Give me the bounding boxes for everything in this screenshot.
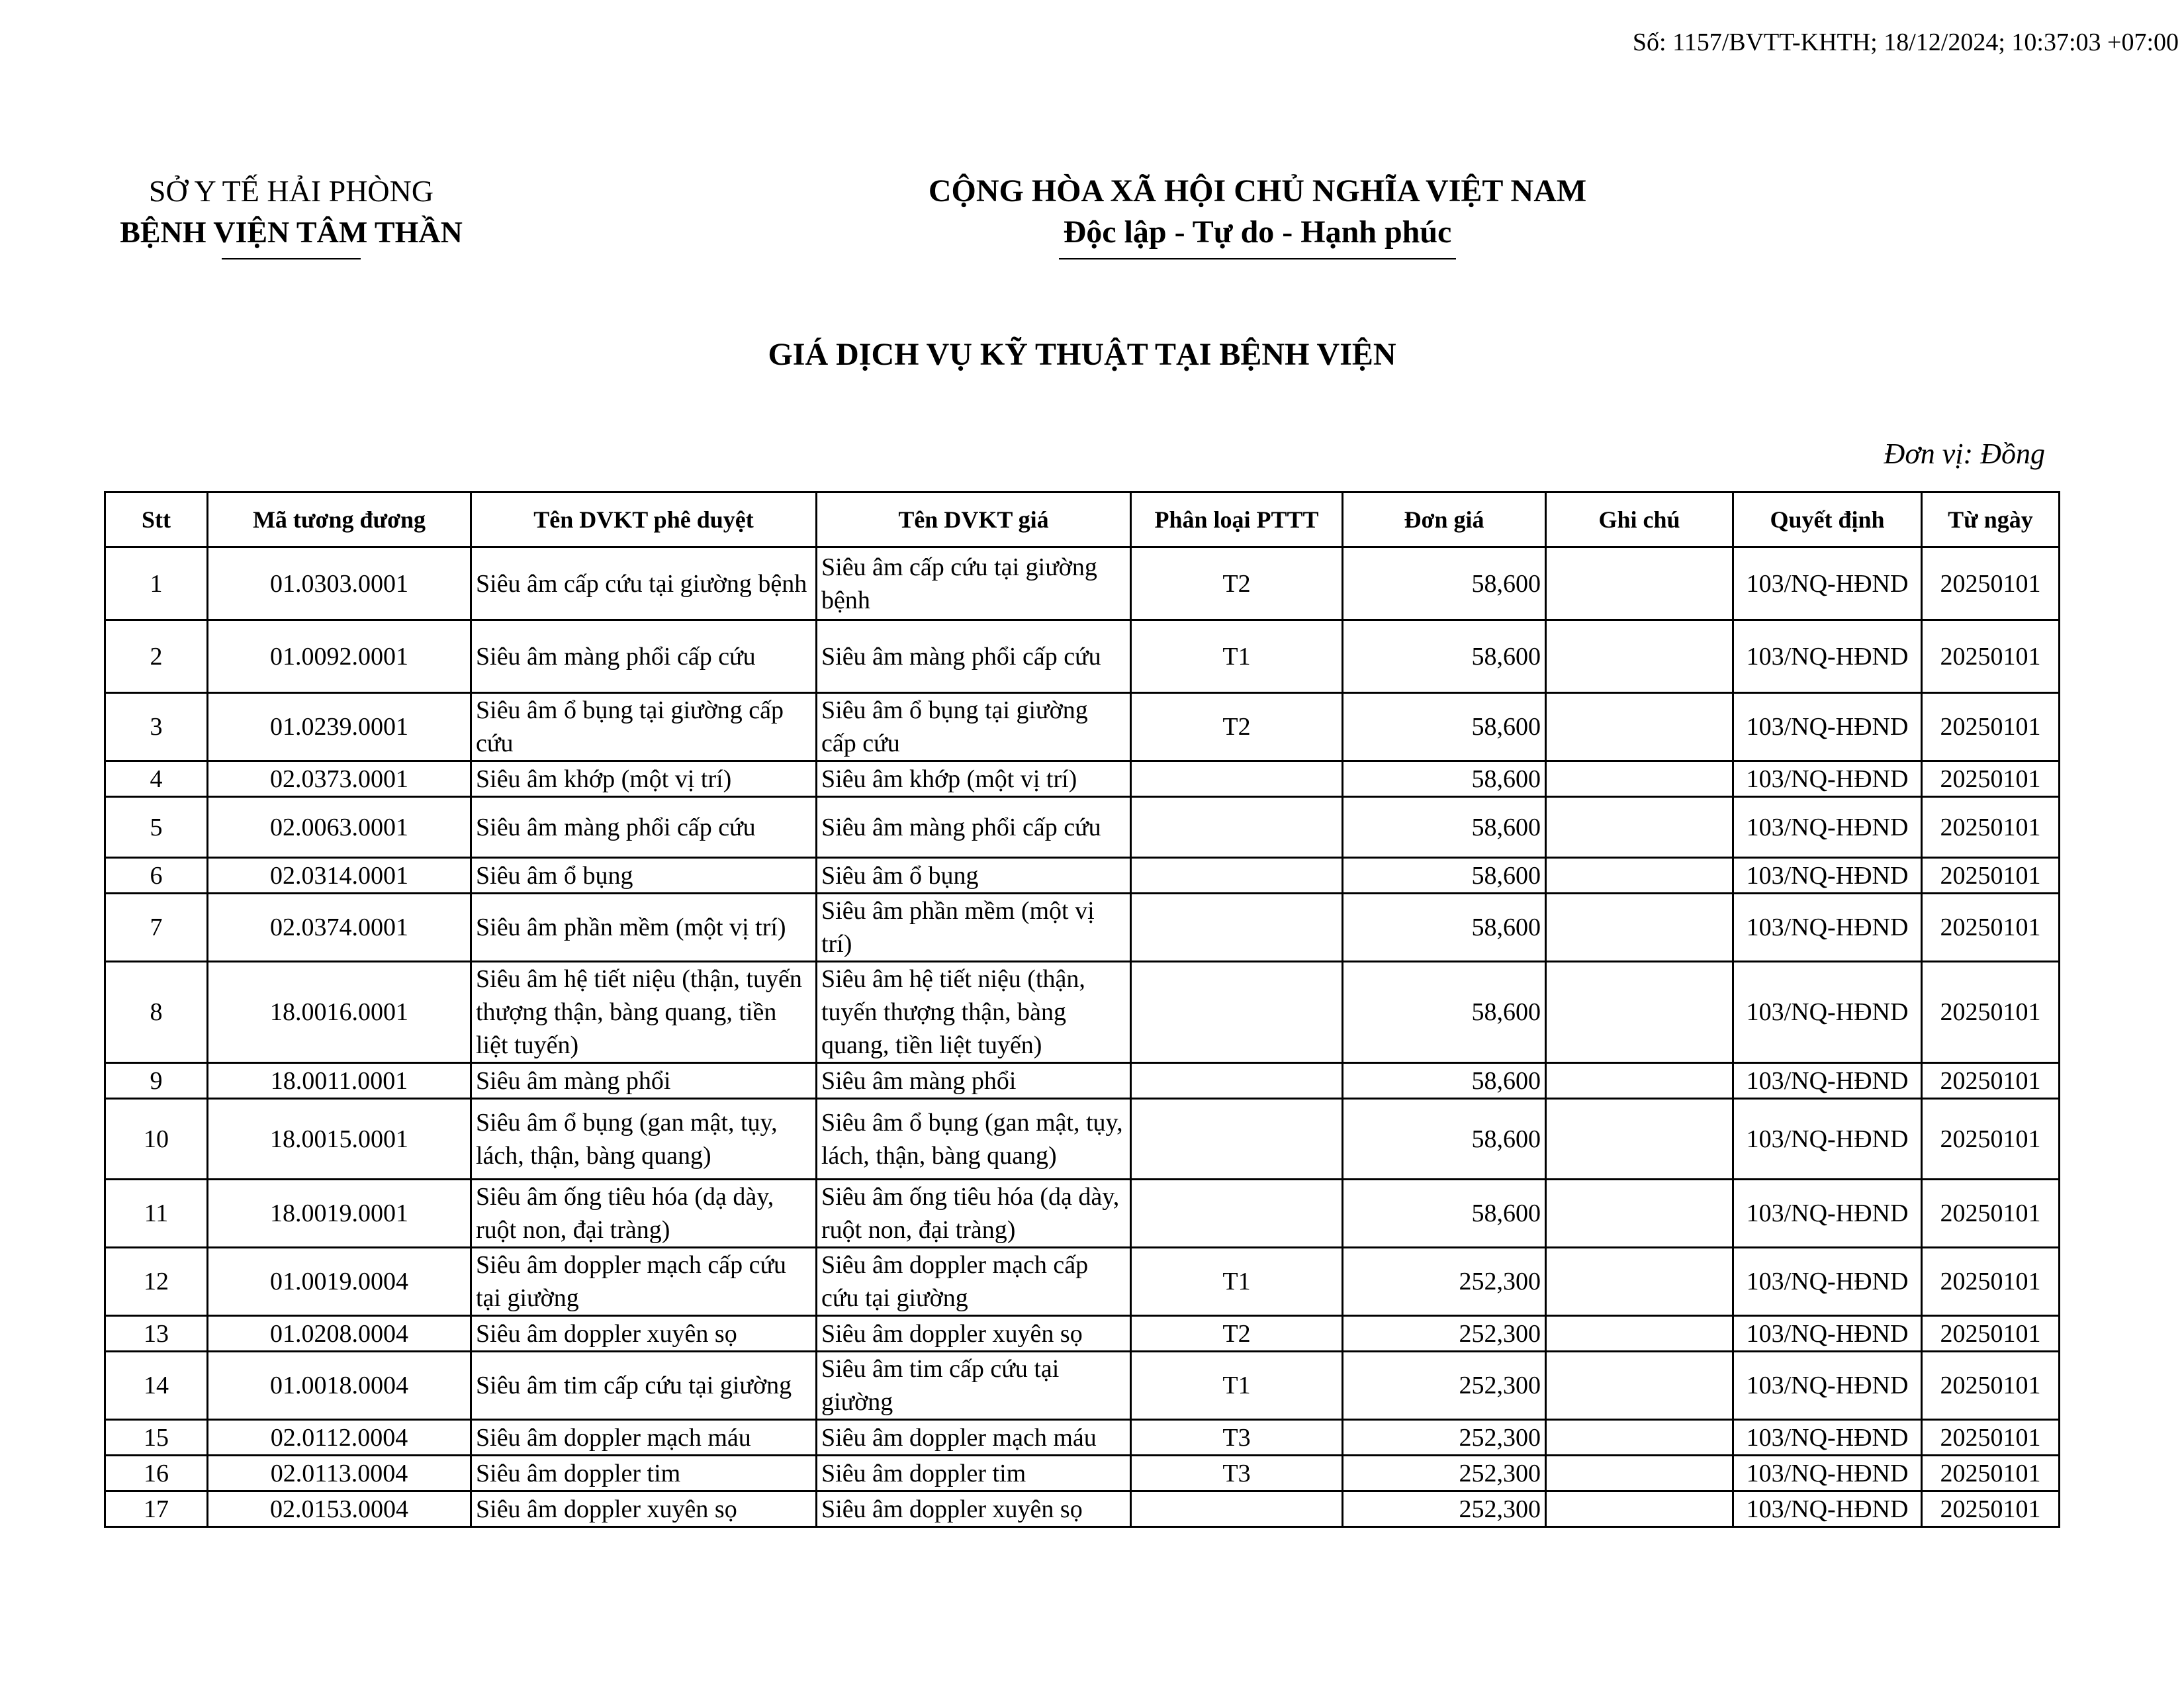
cell-classification: T3 <box>1131 1420 1343 1456</box>
column-header-unit-price: Đơn giá <box>1343 492 1546 547</box>
cell-note <box>1546 620 1733 693</box>
organization-divider <box>222 258 361 259</box>
cell-unit-price: 252,300 <box>1343 1491 1546 1527</box>
column-header-note: Ghi chú <box>1546 492 1733 547</box>
table-row <box>105 1491 2060 1527</box>
cell-note <box>1546 1491 1733 1527</box>
table-row <box>105 1180 2060 1248</box>
table-row <box>105 1420 2060 1456</box>
cell-note <box>1546 1248 1733 1316</box>
cell-code: 01.0019.0004 <box>208 1248 471 1316</box>
cell-code: 01.0018.0004 <box>208 1352 471 1420</box>
cell-classification: T2 <box>1131 547 1343 620</box>
cell-code: 02.0374.0001 <box>208 894 471 962</box>
table-row <box>105 1063 2060 1099</box>
cell-unit-price: 58,600 <box>1343 797 1546 858</box>
issuing-organization <box>99 171 483 259</box>
cell-effective-date: 20250101 <box>1922 1248 2060 1316</box>
cell-effective-date: 20250101 <box>1922 1063 2060 1099</box>
cell-decision: 103/NQ-HĐND <box>1733 797 1922 858</box>
cell-unit-price: 58,600 <box>1343 1180 1546 1248</box>
cell-decision: 103/NQ-HĐND <box>1733 894 1922 962</box>
cell-note <box>1546 1316 1733 1352</box>
cell-decision: 103/NQ-HĐND <box>1733 858 1922 894</box>
cell-code: 02.0373.0001 <box>208 761 471 797</box>
table-header-row <box>105 492 2060 547</box>
cell-unit-price: 252,300 <box>1343 1456 1546 1491</box>
column-header-code: Mã tương đương <box>208 492 471 547</box>
cell-approved-name: Siêu âm cấp cứu tại giường bệnh <box>471 547 817 620</box>
cell-stt: 13 <box>105 1316 208 1352</box>
cell-stt: 12 <box>105 1248 208 1316</box>
cell-unit-price: 58,600 <box>1343 894 1546 962</box>
price-table <box>104 491 2060 1528</box>
cell-note <box>1546 894 1733 962</box>
cell-classification <box>1131 761 1343 797</box>
cell-approved-name: Siêu âm doppler xuyên sọ <box>471 1491 817 1527</box>
cell-unit-price: 58,600 <box>1343 761 1546 797</box>
cell-note <box>1546 693 1733 761</box>
cell-unit-price: 58,600 <box>1343 962 1546 1063</box>
cell-decision: 103/NQ-HĐND <box>1733 761 1922 797</box>
cell-effective-date: 20250101 <box>1922 1099 2060 1180</box>
table-row <box>105 547 2060 620</box>
cell-price-name: Siêu âm màng phổi cấp cứu <box>817 620 1131 693</box>
cell-effective-date: 20250101 <box>1922 1491 2060 1527</box>
cell-decision: 103/NQ-HĐND <box>1733 1099 1922 1180</box>
cell-approved-name: Siêu âm ổ bụng (gan mật, tụy, lách, thận, bàng quang) <box>471 1099 817 1180</box>
table-row <box>105 693 2060 761</box>
cell-stt: 17 <box>105 1491 208 1527</box>
cell-code: 02.0153.0004 <box>208 1491 471 1527</box>
cell-effective-date: 20250101 <box>1922 797 2060 858</box>
cell-price-name: Siêu âm khớp (một vị trí) <box>817 761 1131 797</box>
table-row <box>105 1099 2060 1180</box>
cell-stt: 4 <box>105 761 208 797</box>
column-header-effective-date: Từ ngày <box>1922 492 2060 547</box>
cell-note <box>1546 962 1733 1063</box>
cell-effective-date: 20250101 <box>1922 858 2060 894</box>
cell-approved-name: Siêu âm hệ tiết niệu (thận, tuyến thượng thận, bàng quang, tiền liệt tuyến) <box>471 962 817 1063</box>
nation-motto: Độc lập - Tự do - Hạnh phúc <box>1063 214 1452 250</box>
table-row <box>105 962 2060 1063</box>
cell-unit-price: 252,300 <box>1343 1248 1546 1316</box>
cell-approved-name: Siêu âm doppler mạch máu <box>471 1420 817 1456</box>
cell-stt: 6 <box>105 858 208 894</box>
cell-stt: 7 <box>105 894 208 962</box>
column-header-classification: Phân loại PTTT <box>1131 492 1343 547</box>
cell-stt: 11 <box>105 1180 208 1248</box>
cell-effective-date: 20250101 <box>1922 1352 2060 1420</box>
cell-approved-name: Siêu âm phần mềm (một vị trí) <box>471 894 817 962</box>
cell-effective-date: 20250101 <box>1922 1456 2060 1491</box>
cell-code: 01.0303.0001 <box>208 547 471 620</box>
motto-divider <box>1059 258 1456 259</box>
cell-note <box>1546 858 1733 894</box>
cell-classification: T1 <box>1131 620 1343 693</box>
table-row <box>105 858 2060 894</box>
cell-classification: T2 <box>1131 693 1343 761</box>
cell-classification <box>1131 894 1343 962</box>
organization-name: BỆNH VIỆN TÂM THẦN <box>120 215 463 249</box>
cell-classification <box>1131 1491 1343 1527</box>
cell-price-name: Siêu âm doppler xuyên sọ <box>817 1316 1131 1352</box>
cell-effective-date: 20250101 <box>1922 1420 2060 1456</box>
cell-approved-name: Siêu âm ổ bụng <box>471 858 817 894</box>
cell-classification: T2 <box>1131 1316 1343 1352</box>
cell-code: 02.0314.0001 <box>208 858 471 894</box>
cell-price-name: Siêu âm phần mềm (một vị trí) <box>817 894 1131 962</box>
cell-note <box>1546 1456 1733 1491</box>
cell-approved-name: Siêu âm doppler tim <box>471 1456 817 1491</box>
cell-stt: 16 <box>105 1456 208 1491</box>
cell-unit-price: 58,600 <box>1343 620 1546 693</box>
cell-code: 18.0011.0001 <box>208 1063 471 1099</box>
cell-stt: 5 <box>105 797 208 858</box>
cell-effective-date: 20250101 <box>1922 962 2060 1063</box>
cell-code: 02.0113.0004 <box>208 1456 471 1491</box>
document-number: Số: 1157/BVTT-KHTH; 18/12/2024; 10:37:03 +07:00 <box>1632 28 2179 56</box>
cell-stt: 15 <box>105 1420 208 1456</box>
cell-price-name: Siêu âm ống tiêu hóa (dạ dày, ruột non, đại tràng) <box>817 1180 1131 1248</box>
parent-organization: SỞ Y TẾ HẢI PHÒNG <box>148 174 434 208</box>
cell-price-name: Siêu âm màng phổi cấp cứu <box>817 797 1131 858</box>
cell-code: 18.0015.0001 <box>208 1099 471 1180</box>
cell-stt: 10 <box>105 1099 208 1180</box>
cell-price-name: Siêu âm doppler mạch cấp cứu tại giường <box>817 1248 1131 1316</box>
cell-decision: 103/NQ-HĐND <box>1733 1491 1922 1527</box>
cell-price-name: Siêu âm hệ tiết niệu (thận, tuyến thượng thận, bàng quang, tiền liệt tuyến) <box>817 962 1131 1063</box>
cell-code: 01.0239.0001 <box>208 693 471 761</box>
table-row <box>105 1248 2060 1316</box>
table-row <box>105 761 2060 797</box>
currency-unit-note: Đơn vị: Đồng <box>1884 438 2045 470</box>
cell-unit-price: 58,600 <box>1343 547 1546 620</box>
cell-unit-price: 58,600 <box>1343 1099 1546 1180</box>
cell-approved-name: Siêu âm ống tiêu hóa (dạ dày, ruột non, đại tràng) <box>471 1180 817 1248</box>
cell-effective-date: 20250101 <box>1922 894 2060 962</box>
cell-stt: 8 <box>105 962 208 1063</box>
cell-stt: 14 <box>105 1352 208 1420</box>
cell-classification: T3 <box>1131 1456 1343 1491</box>
cell-approved-name: Siêu âm doppler xuyên sọ <box>471 1316 817 1352</box>
cell-unit-price: 252,300 <box>1343 1352 1546 1420</box>
cell-decision: 103/NQ-HĐND <box>1733 1420 1922 1456</box>
cell-decision: 103/NQ-HĐND <box>1733 1180 1922 1248</box>
cell-code: 18.0016.0001 <box>208 962 471 1063</box>
cell-unit-price: 252,300 <box>1343 1420 1546 1456</box>
cell-price-name: Siêu âm doppler mạch máu <box>817 1420 1131 1456</box>
table-row <box>105 1352 2060 1420</box>
cell-classification <box>1131 1180 1343 1248</box>
cell-note <box>1546 1420 1733 1456</box>
cell-classification: T1 <box>1131 1352 1343 1420</box>
cell-decision: 103/NQ-HĐND <box>1733 1063 1922 1099</box>
cell-note <box>1546 547 1733 620</box>
cell-price-name: Siêu âm ổ bụng (gan mật, tụy, lách, thận, bàng quang) <box>817 1099 1131 1180</box>
cell-effective-date: 20250101 <box>1922 1180 2060 1248</box>
cell-classification <box>1131 962 1343 1063</box>
table-row <box>105 797 2060 858</box>
cell-note <box>1546 1352 1733 1420</box>
column-header-approved-name: Tên DVKT phê duyệt <box>471 492 817 547</box>
cell-price-name: Siêu âm doppler tim <box>817 1456 1131 1491</box>
cell-price-name: Siêu âm cấp cứu tại giường bệnh <box>817 547 1131 620</box>
cell-effective-date: 20250101 <box>1922 620 2060 693</box>
cell-price-name: Siêu âm doppler xuyên sọ <box>817 1491 1131 1527</box>
cell-approved-name: Siêu âm doppler mạch cấp cứu tại giường <box>471 1248 817 1316</box>
cell-decision: 103/NQ-HĐND <box>1733 1248 1922 1316</box>
cell-code: 01.0208.0004 <box>208 1316 471 1352</box>
cell-approved-name: Siêu âm ổ bụng tại giường cấp cứu <box>471 693 817 761</box>
cell-approved-name: Siêu âm màng phổi <box>471 1063 817 1099</box>
cell-unit-price: 58,600 <box>1343 693 1546 761</box>
cell-decision: 103/NQ-HĐND <box>1733 693 1922 761</box>
cell-stt: 1 <box>105 547 208 620</box>
cell-stt: 3 <box>105 693 208 761</box>
national-header <box>860 171 1655 259</box>
cell-classification: T1 <box>1131 1248 1343 1316</box>
cell-decision: 103/NQ-HĐND <box>1733 1456 1922 1491</box>
cell-stt: 2 <box>105 620 208 693</box>
cell-code: 02.0112.0004 <box>208 1420 471 1456</box>
cell-approved-name: Siêu âm tim cấp cứu tại giường <box>471 1352 817 1420</box>
cell-approved-name: Siêu âm khớp (một vị trí) <box>471 761 817 797</box>
cell-price-name: Siêu âm ổ bụng tại giường cấp cứu <box>817 693 1131 761</box>
cell-effective-date: 20250101 <box>1922 761 2060 797</box>
cell-note <box>1546 1099 1733 1180</box>
table-row <box>105 1456 2060 1491</box>
cell-code: 02.0063.0001 <box>208 797 471 858</box>
cell-note <box>1546 761 1733 797</box>
cell-effective-date: 20250101 <box>1922 1316 2060 1352</box>
cell-note <box>1546 1063 1733 1099</box>
cell-decision: 103/NQ-HĐND <box>1733 1352 1922 1420</box>
cell-effective-date: 20250101 <box>1922 693 2060 761</box>
table-row <box>105 620 2060 693</box>
document-title: GIÁ DỊCH VỤ KỸ THUẬT TẠI BỆNH VIỆN <box>768 337 1396 372</box>
cell-decision: 103/NQ-HĐND <box>1733 962 1922 1063</box>
cell-classification <box>1131 1063 1343 1099</box>
cell-code: 01.0092.0001 <box>208 620 471 693</box>
column-header-price-name: Tên DVKT giá <box>817 492 1131 547</box>
nation-title: CỘNG HÒA XÃ HỘI CHỦ NGHĨA VIỆT NAM <box>928 173 1587 209</box>
cell-note <box>1546 797 1733 858</box>
cell-classification <box>1131 1099 1343 1180</box>
cell-decision: 103/NQ-HĐND <box>1733 547 1922 620</box>
table-row <box>105 1316 2060 1352</box>
table-body <box>105 547 2060 1527</box>
table-row <box>105 894 2060 962</box>
cell-code: 18.0019.0001 <box>208 1180 471 1248</box>
cell-classification <box>1131 797 1343 858</box>
cell-price-name: Siêu âm màng phổi <box>817 1063 1131 1099</box>
cell-classification <box>1131 858 1343 894</box>
cell-decision: 103/NQ-HĐND <box>1733 1316 1922 1352</box>
cell-unit-price: 252,300 <box>1343 1316 1546 1352</box>
column-header-decision: Quyết định <box>1733 492 1922 547</box>
cell-approved-name: Siêu âm màng phổi cấp cứu <box>471 620 817 693</box>
cell-unit-price: 58,600 <box>1343 1063 1546 1099</box>
column-header-stt: Stt <box>105 492 208 547</box>
cell-note <box>1546 1180 1733 1248</box>
cell-price-name: Siêu âm tim cấp cứu tại giường <box>817 1352 1131 1420</box>
cell-approved-name: Siêu âm màng phổi cấp cứu <box>471 797 817 858</box>
cell-price-name: Siêu âm ổ bụng <box>817 858 1131 894</box>
cell-unit-price: 58,600 <box>1343 858 1546 894</box>
cell-effective-date: 20250101 <box>1922 547 2060 620</box>
cell-decision: 103/NQ-HĐND <box>1733 620 1922 693</box>
cell-stt: 9 <box>105 1063 208 1099</box>
